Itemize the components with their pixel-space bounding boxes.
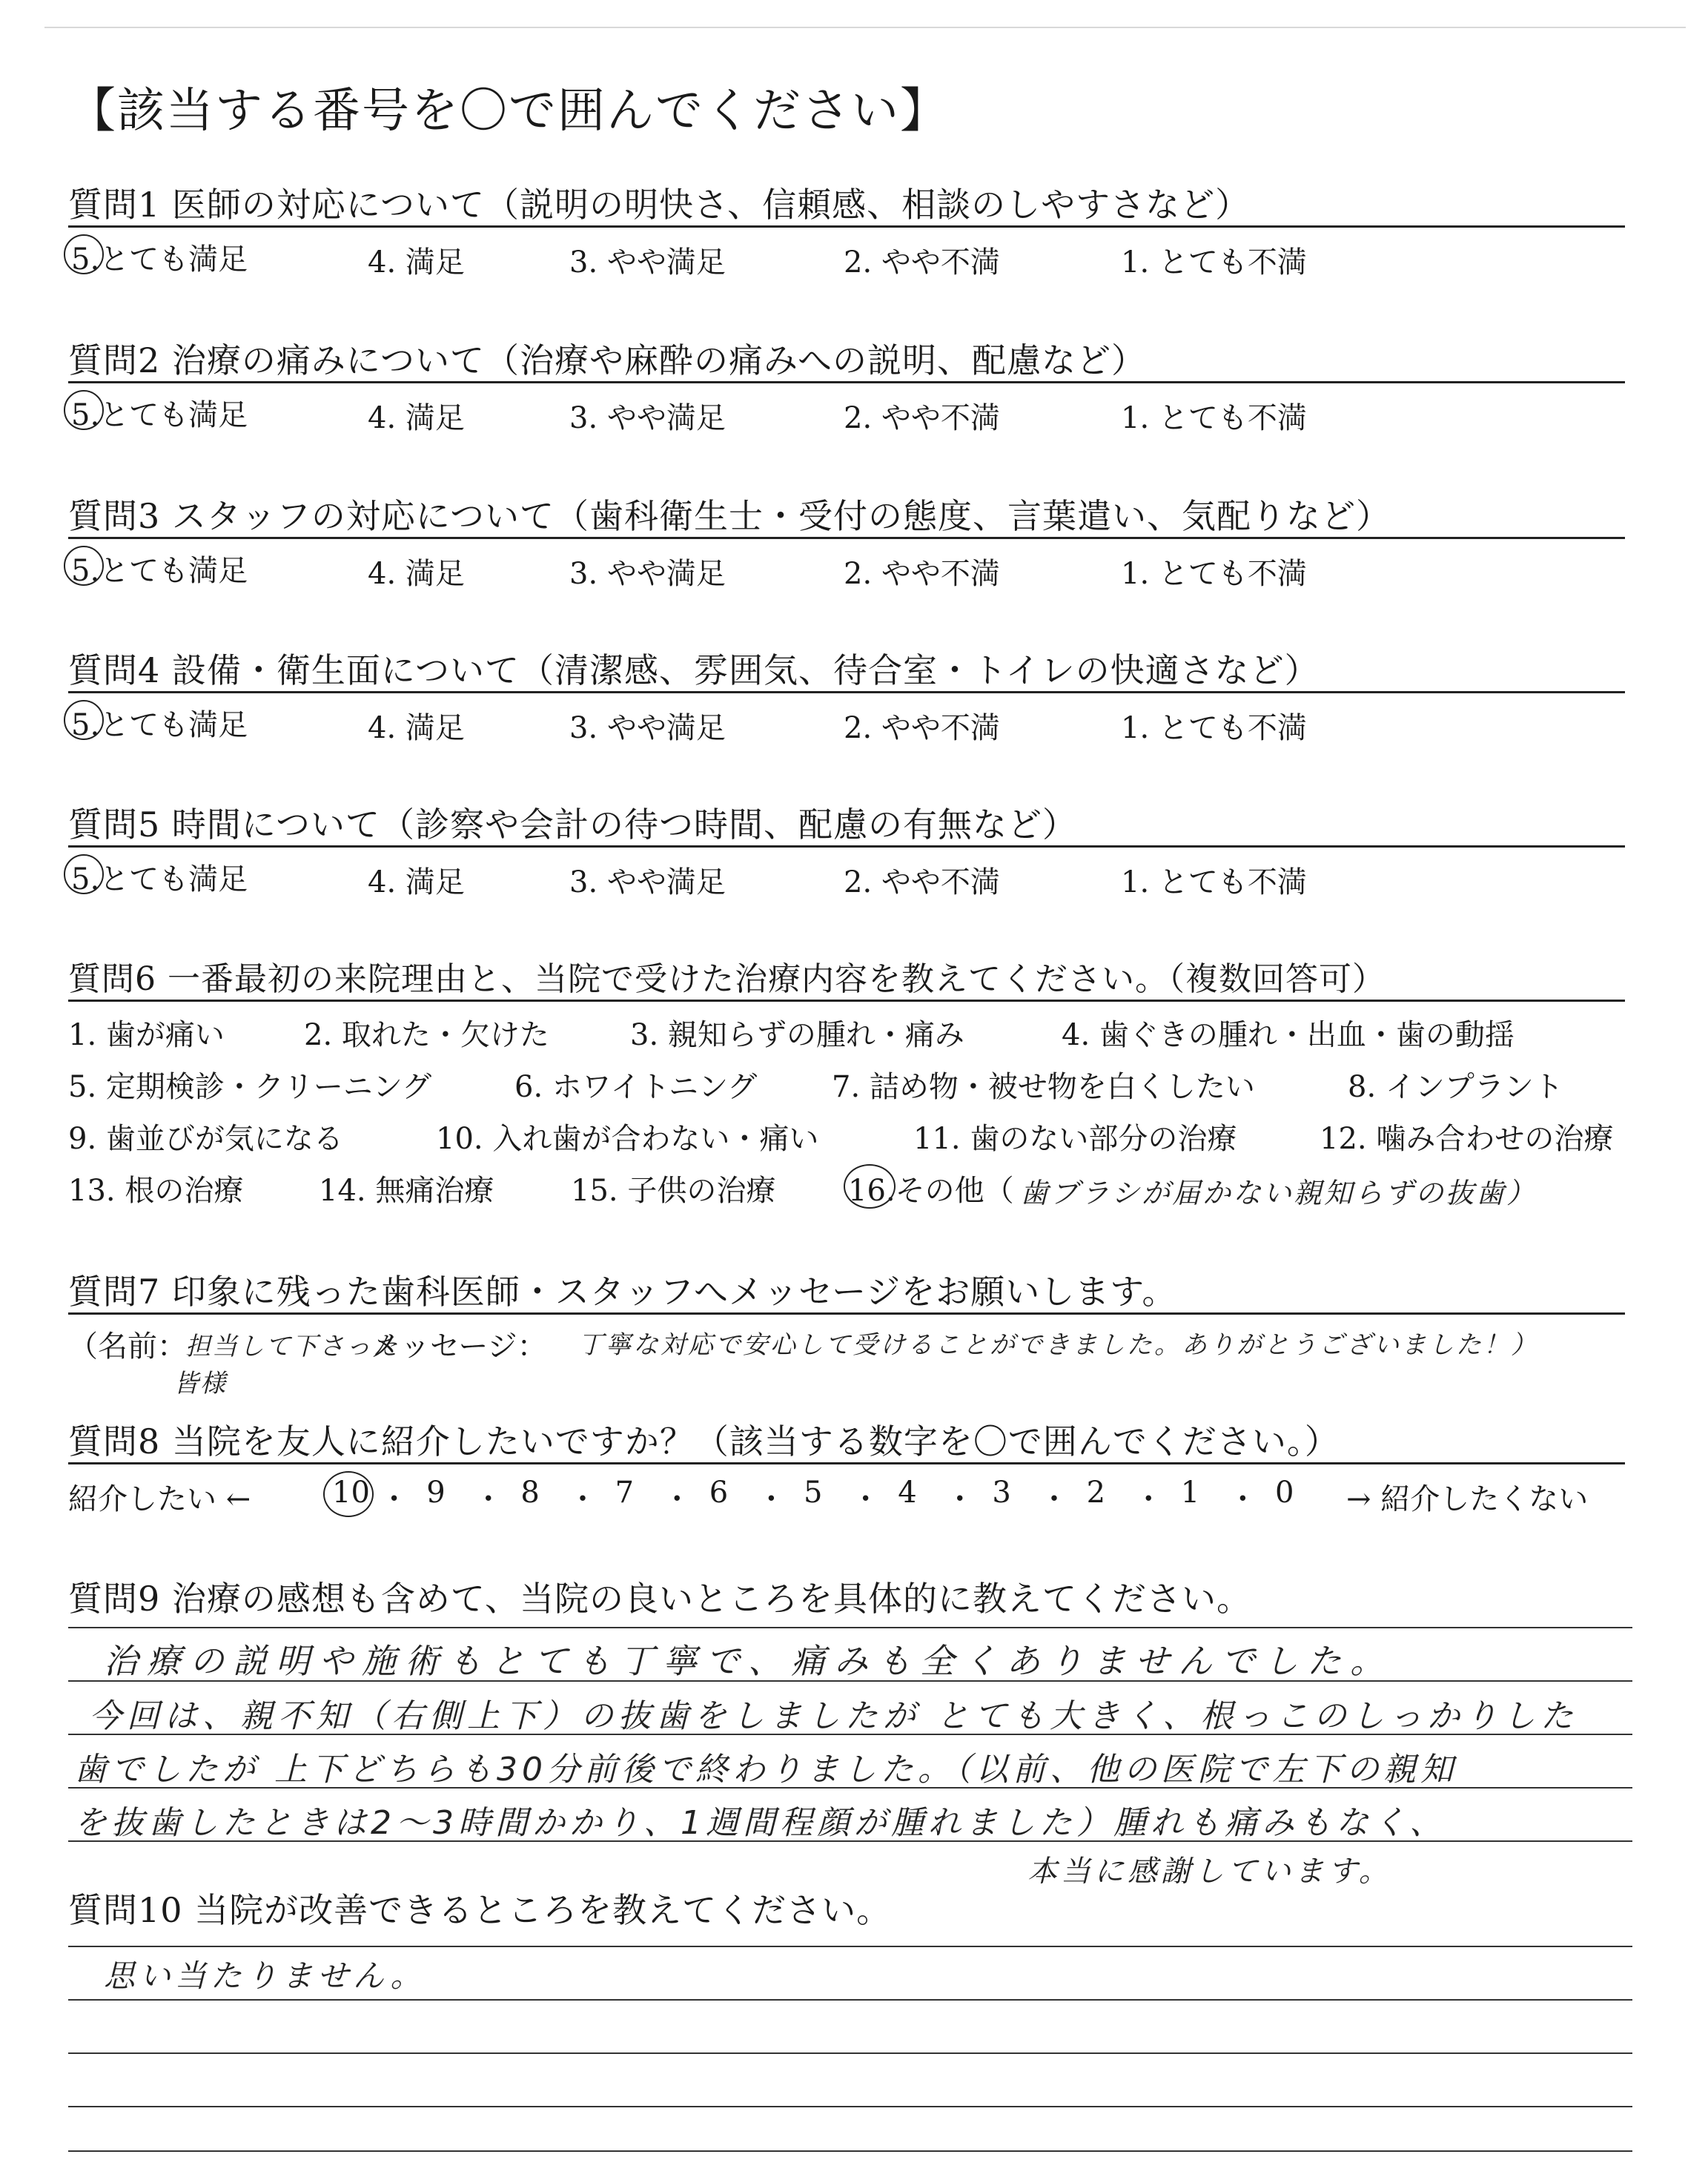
q6-option-5[interactable]: 5. 定期検診・クリーニング bbox=[68, 1070, 432, 1104]
scale-value-5[interactable]: 5 bbox=[804, 1476, 823, 1510]
q10-answer-1: 思い当たりません。 bbox=[104, 1958, 426, 1994]
q9-answer-1: 治療の説明や施術もとても丁寧で、痛みも全くありませんでした。 bbox=[104, 1641, 1394, 1681]
q9-answer-4: を抜歯したときは2〜3時間かかり、1週間程顔が腫れました）腫れも痛みもなく、 bbox=[74, 1804, 1447, 1842]
question-1-rule bbox=[68, 225, 1625, 228]
q6-option-16[interactable]: 16.その他（ bbox=[848, 1174, 1014, 1208]
q5-option-3[interactable]: 3. やや満足 bbox=[569, 865, 726, 899]
q3-option-4[interactable]: 4. 満足 bbox=[368, 557, 465, 591]
scale-separator: ・ bbox=[568, 1482, 598, 1516]
q6-option-1[interactable]: 1. 歯が痛い bbox=[68, 1018, 225, 1052]
scale-separator: ・ bbox=[1039, 1482, 1069, 1516]
q5-option-5[interactable]: 5.とても満足 bbox=[71, 862, 248, 896]
q10-line-2 bbox=[68, 1999, 1632, 2001]
scan-top-edge bbox=[44, 27, 1686, 28]
q3-option-3[interactable]: 3. やや満足 bbox=[569, 557, 726, 591]
scale-value-9[interactable]: 9 bbox=[426, 1476, 446, 1510]
scale-separator: ・ bbox=[1228, 1482, 1258, 1516]
q7-name-answer: 担当して下さった bbox=[185, 1332, 399, 1361]
q10-line-1 bbox=[68, 1946, 1632, 1947]
q6-option-14[interactable]: 14. 無痛治療 bbox=[319, 1174, 494, 1208]
q6-option-12[interactable]: 12. 噛み合わせの治療 bbox=[1320, 1122, 1614, 1156]
question-10-title: 質問10 当院が改善できるところを教えてください。 bbox=[68, 1890, 892, 1930]
q9-answer-5: 本当に感謝しています。 bbox=[1027, 1855, 1392, 1889]
q6-option-7[interactable]: 7. 詰め物・被せ物を白くしたい bbox=[832, 1070, 1255, 1104]
q2-option-4[interactable]: 4. 満足 bbox=[368, 401, 465, 435]
q6-option-2[interactable]: 2. 取れた・欠けた bbox=[304, 1018, 549, 1052]
scale-value-10[interactable]: 10 bbox=[332, 1476, 370, 1510]
q4-option-5[interactable]: 5.とても満足 bbox=[71, 708, 248, 742]
q6-option-13[interactable]: 13. 根の治療 bbox=[68, 1174, 244, 1208]
scale-value-0[interactable]: 0 bbox=[1275, 1476, 1294, 1510]
scale-separator: ・ bbox=[944, 1482, 975, 1516]
q4-option-1[interactable]: 1. とても不満 bbox=[1121, 711, 1307, 745]
q6-option-9[interactable]: 9. 歯並びが気になる bbox=[68, 1122, 343, 1156]
question-1-title: 質問1 医師の対応について（説明の明快さ、信頼感、相談のしやすさなど） bbox=[68, 185, 1251, 225]
q7-message-answer: 丁寧な対応で安心して受けることができました。ありがとうございました！） bbox=[578, 1330, 1538, 1360]
q5-option-4[interactable]: 4. 満足 bbox=[368, 865, 465, 899]
q3-option-1[interactable]: 1. とても不満 bbox=[1121, 557, 1307, 591]
q7-name-label: （名前： bbox=[68, 1330, 187, 1364]
q5-option-2[interactable]: 2. やや不満 bbox=[844, 865, 1000, 899]
q10-line-5 bbox=[68, 2150, 1632, 2152]
scale-value-6[interactable]: 6 bbox=[709, 1476, 729, 1510]
question-2-rule bbox=[68, 381, 1625, 383]
question-6-title: 質問6 一番最初の来院理由と、当院で受けた治療内容を教えてください。（複数回答可） bbox=[68, 960, 1386, 998]
q3-option-5[interactable]: 5.とても満足 bbox=[71, 554, 248, 588]
q6-other-answer: 歯ブラシが届かない親知らずの抜歯） bbox=[1020, 1177, 1537, 1209]
scale-separator: ・ bbox=[473, 1482, 503, 1516]
scale-separator: ・ bbox=[1133, 1482, 1164, 1516]
question-5-title: 質問5 時間について（診察や会計の待つ時間、配慮の有無など） bbox=[68, 805, 1077, 845]
scale-separator: ・ bbox=[850, 1482, 881, 1516]
q3-selected-circle bbox=[64, 546, 104, 586]
q5-selected-circle bbox=[64, 854, 104, 894]
q1-option-5[interactable]: 5.とても満足 bbox=[71, 242, 248, 277]
question-2-title: 質問2 治療の痛みについて（治療や麻酔の痛みへの説明、配慮など） bbox=[68, 340, 1147, 380]
q6-option-6[interactable]: 6. ホワイトニング bbox=[514, 1070, 758, 1104]
q10-line-3 bbox=[68, 2052, 1632, 2054]
question-4-title: 質問4 設備・衛生面について（清潔感、雰囲気、待合室・トイレの快適さなど） bbox=[68, 650, 1320, 690]
q6-option-3[interactable]: 3. 親知らずの腫れ・痛み bbox=[630, 1018, 964, 1052]
q7-name-answer-2: 皆様 bbox=[173, 1369, 227, 1398]
q4-option-2[interactable]: 2. やや不満 bbox=[844, 711, 1000, 745]
q5-option-1[interactable]: 1. とても不満 bbox=[1121, 865, 1307, 899]
question-6-rule bbox=[68, 1000, 1625, 1002]
q1-selected-circle bbox=[64, 234, 104, 274]
q1-option-1[interactable]: 1. とても不満 bbox=[1121, 245, 1307, 280]
scale-value-4[interactable]: 4 bbox=[898, 1476, 917, 1510]
q9-line-1 bbox=[68, 1627, 1632, 1628]
scale-value-1[interactable]: 1 bbox=[1180, 1476, 1200, 1510]
q6-option-11[interactable]: 11. 歯のない部分の治療 bbox=[913, 1122, 1237, 1156]
q1-option-3[interactable]: 3. やや満足 bbox=[569, 245, 726, 280]
question-7-title: 質問7 印象に残った歯科医師・スタッフへメッセージをお願いします。 bbox=[68, 1272, 1177, 1312]
q8-left-label: 紹介したい ← bbox=[68, 1482, 251, 1516]
scale-value-2[interactable]: 2 bbox=[1086, 1476, 1106, 1510]
q4-option-3[interactable]: 3. やや満足 bbox=[569, 711, 726, 745]
question-4-rule bbox=[68, 691, 1625, 693]
question-3-rule bbox=[68, 537, 1625, 539]
q3-option-2[interactable]: 2. やや不満 bbox=[844, 557, 1000, 591]
q6-option-8[interactable]: 8. インプラント bbox=[1348, 1070, 1563, 1104]
q6-option-10[interactable]: 10. 入れ歯が合わない・痛い bbox=[436, 1122, 819, 1156]
q7-message-label: メッセージ： bbox=[371, 1330, 547, 1364]
scale-value-3[interactable]: 3 bbox=[992, 1476, 1011, 1510]
q2-option-2[interactable]: 2. やや不満 bbox=[844, 401, 1000, 435]
scale-separator: ・ bbox=[379, 1482, 409, 1516]
question-5-rule bbox=[68, 845, 1625, 848]
q4-option-4[interactable]: 4. 満足 bbox=[368, 711, 465, 745]
q8-right-label: → 紹介したくない bbox=[1346, 1482, 1589, 1516]
form-header: 【該当する番号を〇で囲んでください】 bbox=[68, 84, 949, 139]
q6-option-15[interactable]: 15. 子供の治療 bbox=[571, 1174, 776, 1208]
q6-selected-circle bbox=[844, 1164, 896, 1209]
q10-line-4 bbox=[68, 2106, 1632, 2107]
q2-option-5[interactable]: 5.とても満足 bbox=[71, 398, 248, 432]
q2-selected-circle bbox=[64, 390, 104, 430]
scale-value-7[interactable]: 7 bbox=[615, 1476, 635, 1510]
q9-answer-3: 歯でしたが 上下どちらも30分前後で終わりました。（以前、他の医院で左下の親知 bbox=[74, 1751, 1457, 1789]
q4-selected-circle bbox=[64, 700, 104, 740]
q8-selected-circle bbox=[323, 1471, 374, 1517]
question-7-rule bbox=[68, 1312, 1625, 1315]
scale-separator: ・ bbox=[662, 1482, 692, 1516]
q9-answer-2: 今回は、親不知（右側上下）の抜歯をしましたが とても大きく、根っこのしっかりした bbox=[89, 1697, 1579, 1735]
scale-value-8[interactable]: 8 bbox=[520, 1476, 540, 1510]
q1-option-4[interactable]: 4. 満足 bbox=[368, 245, 465, 280]
question-3-title: 質問3 スタッフの対応について（歯科衛生士・受付の態度、言葉遣い、気配りなど） bbox=[68, 496, 1391, 536]
question-9-title: 質問9 治療の感想も含めて、当院の良いところを具体的に教えてください。 bbox=[68, 1579, 1251, 1619]
q2-option-3[interactable]: 3. やや満足 bbox=[569, 401, 726, 435]
scale-separator: ・ bbox=[756, 1482, 787, 1516]
question-8-rule bbox=[68, 1462, 1625, 1464]
q1-option-2[interactable]: 2. やや不満 bbox=[844, 245, 1000, 280]
q6-option-4[interactable]: 4. 歯ぐきの腫れ・出血・歯の動揺 bbox=[1062, 1018, 1515, 1052]
question-8-title: 質問8 当院を友人に紹介したいですか？（該当する数字を〇で囲んでください。） bbox=[68, 1421, 1340, 1462]
q2-option-1[interactable]: 1. とても不満 bbox=[1121, 401, 1307, 435]
